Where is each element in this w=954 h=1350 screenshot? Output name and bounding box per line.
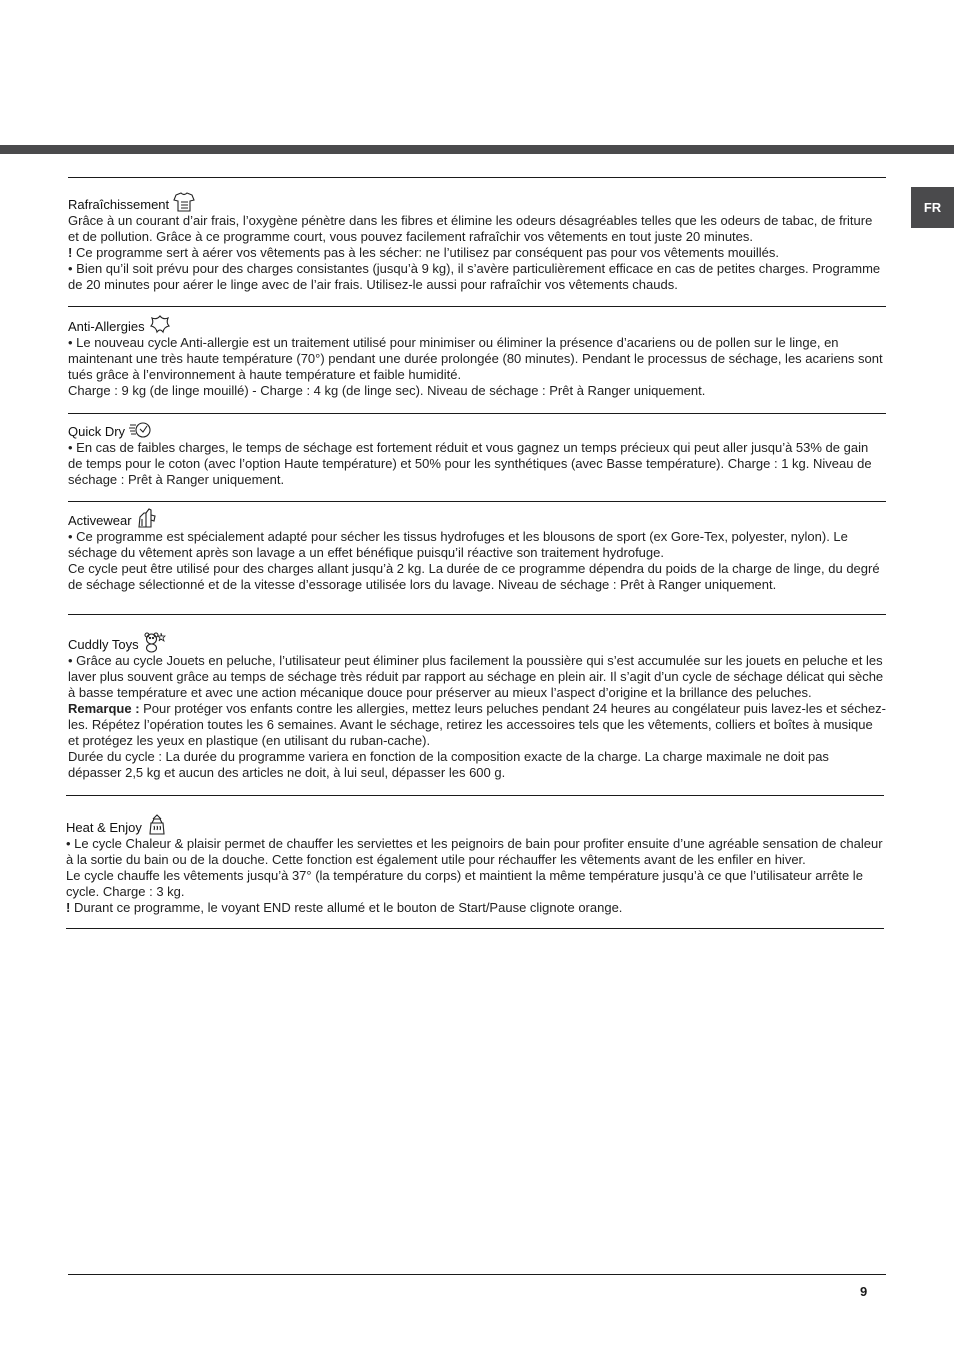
section-paragraph: Charge : 9 kg (de linge mouillé) - Charge : 4 kg (de linge sec). Niveau de séchage : Prêt à Ranger uniquement.: [68, 383, 706, 398]
section-paragraph: • En cas de faibles charges, le temps de séchage est fortement réduit et vous gagnez un temps précieux qui peut aller jusqu’à 53% de gain de temps pour le coton (avec l’option Haute température) et 50% pour les synthétiques (avec Basse température). Charge : 1 kg. Niveau de séchage : Prêt à Ranger uniquement.: [68, 440, 872, 487]
section-quick-dry: [68, 413, 886, 501]
section-paragraph: Durant ce programme, le voyant END reste allumé et le bouton de Start/Pause clignote orange.: [73, 900, 623, 915]
warning-mark: !: [66, 900, 74, 915]
section-paragraph: • Bien qu’il soit prévu pour des charges consistantes (jusqu’à 9 kg), il s’avère particulièrement efficace en cas de petites charges. Programme de 20 minutes pour aérer le linge avec de l’air frais. Utilisez-le aussi pour rafraîchir vos vêtements chauds.: [68, 261, 881, 292]
quick-dry-icon: [128, 418, 152, 440]
section-title: Cuddly Toys: [68, 637, 139, 652]
remark-label: Remarque :: [68, 701, 144, 716]
warning-mark: !: [68, 245, 76, 260]
section-end-rule: [66, 928, 884, 929]
sportswear-icon: [135, 507, 159, 529]
section-title: Heat & Enjoy: [66, 820, 142, 835]
section-title: Anti-Allergies: [68, 319, 145, 334]
section-title: Activewear: [68, 513, 132, 528]
section-paragraph: Ce programme sert à aérer vos vêtements pas à les sécher: ne l’utilisez par conséquent pas pour vos vêtements mouillés.: [75, 245, 780, 260]
section-title: Quick Dry: [68, 424, 126, 439]
section-paragraph: Ce cycle peut être utilisé pour des charges allant jusqu’à 2 kg. La durée de ce programme dépendra du poids de la charge de linge, du degré de séchage sélectionné et de la vitesse d’essorage utilisée lors du lavage. Niveau de séchage : Prêt à Ranger uniquement.: [68, 561, 880, 592]
teddy-bear-icon: [142, 631, 166, 653]
section-paragraph: • Le nouveau cycle Anti-allergie est un traitement utilisé pour minimiser ou éliminer la présence d’acariens ou de pollen sur le linge, en maintenant une très haute température (70°) pendant une durée prolongée (80 minutes). Pendant le processus de séchage, les acariens sont tués grâce à l’environnement à haute température et faible humidité.: [68, 335, 883, 382]
section-paragraph: Le cycle chauffe les vêtements jusqu’à 37° (la température du corps) et maintient la même température jusqu’à ce que l’utilisateur arrête le cycle. Charge : 3 kg.: [66, 868, 863, 899]
section-paragraph: Pour protéger vos enfants contre les allergies, mettez leurs peluches pendant 24 heures au congélateur puis lavez-les et séchez-les. Répétez l’opération toutes les 6 semaines. Avant le séchage, retirez les accessoires tels que les vêtements, colliers et boîtes à musique et protégez les yeux en plastique (en utilisant du ruban-cache).: [68, 701, 887, 748]
section-paragraph: Durée du cycle : La durée du programme variera en fonction de la composition exacte de la charge. La charge maximale ne doit pas dépasser 2,5 kg et aucun des articles ne doit, à lui seul, dépasser les 600 g.: [68, 749, 829, 780]
section-title: Rafraîchissement: [68, 197, 170, 212]
section-heat-enjoy: [66, 795, 884, 928]
section-paragraph: • Ce programme est spécialement adapté pour sécher les tissus hydrofuges et les blousons de sport (ex Gore-Tex, polyester, nylon). Le séchage du vêtement après son lavage a un effet bénéfique puisqu’il réactive son traitement hydrofuge.: [68, 529, 848, 560]
section-rafraichissement: [68, 177, 886, 306]
section-activewear: [68, 501, 886, 606]
section-cuddly-toys: [68, 614, 886, 795]
flower-icon: [148, 313, 172, 335]
section-paragraph: Grâce à un courant d’air frais, l’oxygène pénètre dans les fibres et élimine les odeurs désagréables telles que les odeurs de tabac, de friture et de pollution. Grâce à ce programme court, vous pouvez facilement rafraîchir vos vêtements en tout juste 20 minutes.: [68, 213, 873, 244]
footer-rule: [68, 1274, 886, 1275]
header-bar: [0, 145, 954, 154]
section-anti-allergies: [68, 306, 886, 413]
program-list: [68, 177, 886, 929]
language-tab: FR: [911, 187, 954, 228]
section-paragraph: • Grâce au cycle Jouets en peluche, l’utilisateur peut éliminer plus facilement la poussière qui s’est accumulée sur les jouets en peluche et les laver plus souvent grâce au temps de séchage très réduit par rapport au séchage en plein air. Il s’agit d’un cycle de séchage délicat qui sèche à basse température et avec une action mécanique douce pour préserver au mieux l’aspect d’origine et la brillance des peluches.: [68, 653, 884, 700]
shirt-refresh-icon: [172, 191, 196, 213]
heat-enjoy-icon: [145, 814, 169, 836]
page-number: 9: [860, 1284, 868, 1299]
section-paragraph: • Le cycle Chaleur & plaisir permet de chauffer les serviettes et les peignoirs de bain pour profiter ensuite d’une agréable sensation de chaleur à la sortie du bain ou de la douche. Cette fonction est également utile pour réchauffer les vêtements avant de les enfiler en hiver.: [66, 836, 883, 867]
